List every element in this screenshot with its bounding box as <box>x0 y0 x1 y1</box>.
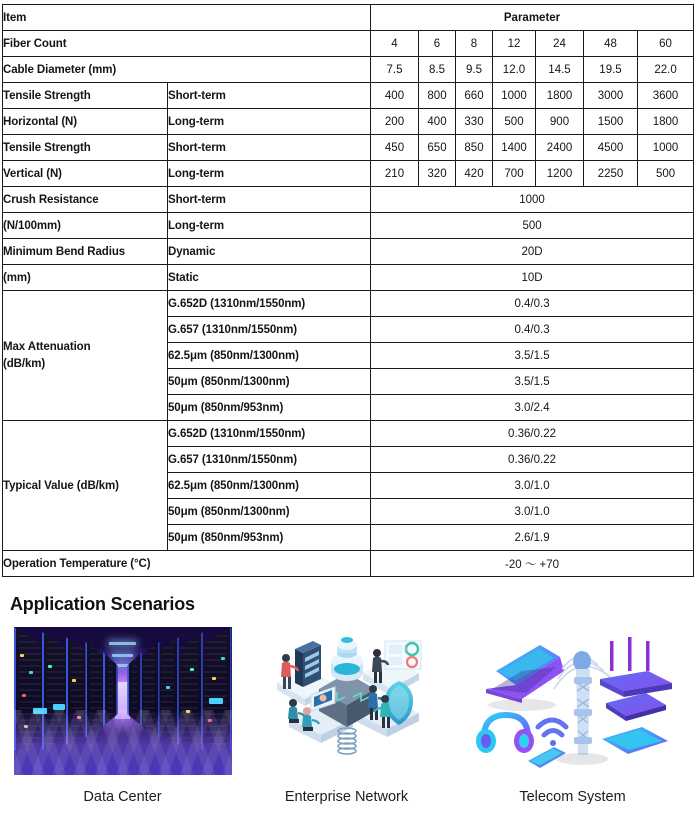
scenario-list <box>0 627 695 805</box>
cell-value: 1000 <box>638 135 694 161</box>
rack-led-icon <box>221 657 225 660</box>
cell-value: 8.5 <box>419 57 456 83</box>
rack-led-icon <box>22 694 26 697</box>
row-sublabel: Dynamic <box>168 239 371 265</box>
cell-value: 450 <box>371 135 419 161</box>
telecom-system-image <box>470 627 676 775</box>
application-scenarios-section <box>0 594 695 805</box>
header-item-label: Item <box>3 5 371 31</box>
table-row <box>3 291 694 317</box>
enterprise-network-image <box>259 627 435 775</box>
cell-value: 6 <box>419 31 456 57</box>
ceiling-light-icon <box>109 642 135 645</box>
wifi-router-icon <box>600 637 672 697</box>
row-label: Tensile Strength <box>3 135 168 161</box>
cell-value: 700 <box>493 161 536 187</box>
screen-panel-icon <box>602 727 668 754</box>
row-label: (mm) <box>3 265 168 291</box>
cell-value: 4500 <box>584 135 638 161</box>
rack-led-icon <box>29 671 33 674</box>
cell-value: 400 <box>371 83 419 109</box>
cell-value-merged: 1000 <box>371 187 694 213</box>
dashboard-screen-icon <box>385 641 421 669</box>
specification-table <box>2 4 694 577</box>
row-label: Tensile Strength <box>3 83 168 109</box>
cell-value: 8 <box>456 31 493 57</box>
table-row <box>3 239 694 265</box>
cell-value: 60 <box>638 31 694 57</box>
header-parameter-label: Parameter <box>371 5 694 31</box>
tablet-icon <box>606 693 666 721</box>
row-label: Fiber Count <box>3 31 371 57</box>
table-row <box>3 265 694 291</box>
row-sublabel: 50μm (850nm/953nm) <box>168 525 371 551</box>
scenario-item-telecom-system <box>454 627 691 805</box>
row-sublabel: 62.5μm (850nm/1300nm) <box>168 473 371 499</box>
group-label-max-attenuation <box>3 291 168 421</box>
cell-value-merged: 3.0/1.0 <box>371 473 694 499</box>
laptop-icon <box>486 645 564 703</box>
cell-value: 660 <box>456 83 493 109</box>
cell-value-merged: 0.36/0.22 <box>371 421 694 447</box>
row-sublabel: 62.5μm (850nm/1300nm) <box>168 343 371 369</box>
row-label: Vertical (N) <box>3 161 168 187</box>
table-row <box>3 187 694 213</box>
table-row <box>3 135 694 161</box>
server-cabinet-icon <box>295 641 321 687</box>
cell-value: 22.0 <box>638 57 694 83</box>
cell-value: 3000 <box>584 83 638 109</box>
cell-value: 1800 <box>638 109 694 135</box>
table-row <box>3 421 694 447</box>
cell-value-merged: 0.36/0.22 <box>371 447 694 473</box>
row-sublabel: 50μm (850nm/1300nm) <box>168 499 371 525</box>
row-sublabel: Short-term <box>168 135 371 161</box>
cell-value: 800 <box>419 83 456 109</box>
table-row <box>3 161 694 187</box>
table-row <box>3 551 694 577</box>
group-label-typical-value: Typical Value (dB/km) <box>3 421 168 551</box>
cell-value-merged: -20 ～ +70 <box>371 551 694 577</box>
table-row <box>3 31 694 57</box>
cell-value-merged: 10D <box>371 265 694 291</box>
group-label-line2: (dB/km) <box>3 358 46 370</box>
cell-value-merged: 0.4/0.3 <box>371 317 694 343</box>
cell-value-merged: 0.4/0.3 <box>371 291 694 317</box>
enterprise-network-illustration <box>259 627 435 775</box>
cell-value: 500 <box>493 109 536 135</box>
data-center-image <box>14 627 232 775</box>
cell-value: 1400 <box>493 135 536 161</box>
cell-value: 900 <box>536 109 584 135</box>
row-sublabel: Long-term <box>168 161 371 187</box>
row-label: Cable Diameter (mm) <box>3 57 371 83</box>
table-row <box>3 213 694 239</box>
cell-value: 12.0 <box>493 57 536 83</box>
row-label: Crush Resistance <box>3 187 168 213</box>
row-sublabel: Static <box>168 265 371 291</box>
cell-value: 1000 <box>493 83 536 109</box>
cell-value: 400 <box>419 109 456 135</box>
headphones-icon <box>476 715 534 753</box>
cell-value-merged: 20D <box>371 239 694 265</box>
data-center-illustration <box>14 627 232 775</box>
cell-value: 24 <box>536 31 584 57</box>
cell-value: 1500 <box>584 109 638 135</box>
scenario-caption: Data Center <box>83 789 162 805</box>
cell-value: 3600 <box>638 83 694 109</box>
cell-value: 210 <box>371 161 419 187</box>
cell-value: 500 <box>638 161 694 187</box>
cell-value-merged: 3.5/1.5 <box>371 369 694 395</box>
row-sublabel: G.652D (1310nm/1550nm) <box>168 291 371 317</box>
row-sublabel: 50μm (850nm/1300nm) <box>168 369 371 395</box>
cell-value: 200 <box>371 109 419 135</box>
cell-value: 48 <box>584 31 638 57</box>
table-row <box>3 109 694 135</box>
rack-led-icon <box>209 698 223 704</box>
cell-value: 14.5 <box>536 57 584 83</box>
scenario-caption: Enterprise Network <box>284 789 409 805</box>
cell-value: 4 <box>371 31 419 57</box>
cell-value: 320 <box>419 161 456 187</box>
reflective-floor <box>14 710 232 775</box>
cell-value-merged: 3.0/2.4 <box>371 395 694 421</box>
table-row <box>3 83 694 109</box>
group-label-line1: Max Attenuation <box>3 341 91 353</box>
cell-value: 2250 <box>584 161 638 187</box>
row-sublabel: Long-term <box>168 213 371 239</box>
row-sublabel: G.657 (1310nm/1550nm) <box>168 317 371 343</box>
row-sublabel: Short-term <box>168 187 371 213</box>
wifi-icon <box>538 720 566 746</box>
row-label: Minimum Bend Radius <box>3 239 168 265</box>
row-sublabel: Short-term <box>168 83 371 109</box>
cell-value: 850 <box>456 135 493 161</box>
cell-value: 1800 <box>536 83 584 109</box>
scenario-item-data-center <box>6 627 239 805</box>
row-sublabel: G.652D (1310nm/1550nm) <box>168 421 371 447</box>
cell-value-merged: 2.6/1.9 <box>371 525 694 551</box>
cell-value: 420 <box>456 161 493 187</box>
cell-value-merged: 500 <box>371 213 694 239</box>
ceiling-light-icon <box>112 654 134 657</box>
row-label: Operation Temperature (°C) <box>3 551 371 577</box>
table-row <box>3 57 694 83</box>
table-header-row <box>3 5 694 31</box>
cell-value-merged: 3.5/1.5 <box>371 343 694 369</box>
row-label: Horizontal (N) <box>3 109 168 135</box>
scenario-item-enterprise-network <box>239 627 454 805</box>
row-label: (N/100mm) <box>3 213 168 239</box>
cell-value: 9.5 <box>456 57 493 83</box>
cell-value: 330 <box>456 109 493 135</box>
row-sublabel: G.657 (1310nm/1550nm) <box>168 447 371 473</box>
telecom-system-illustration <box>470 627 676 775</box>
cell-value: 19.5 <box>584 57 638 83</box>
cell-value: 12 <box>493 31 536 57</box>
cell-value: 1200 <box>536 161 584 187</box>
cell-value-merged: 3.0/1.0 <box>371 499 694 525</box>
cell-value: 2400 <box>536 135 584 161</box>
database-cylinder-icon <box>331 637 363 681</box>
row-sublabel: 50μm (850nm/953nm) <box>168 395 371 421</box>
scenario-caption: Telecom System <box>519 789 626 805</box>
rack-led-icon <box>20 654 24 657</box>
application-scenarios-title: Application Scenarios <box>10 594 195 614</box>
row-sublabel: Long-term <box>168 109 371 135</box>
rack-led-icon <box>72 679 76 682</box>
cell-value: 650 <box>419 135 456 161</box>
cell-value: 7.5 <box>371 57 419 83</box>
